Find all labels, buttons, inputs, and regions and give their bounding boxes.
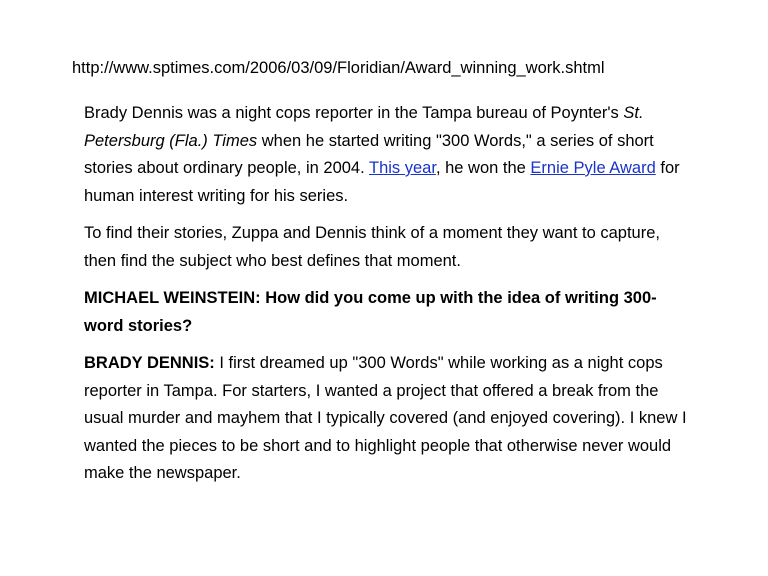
ernie-pyle-award-link[interactable]: Ernie Pyle Award (530, 159, 656, 177)
intro-text-3: , he won the (435, 159, 531, 177)
intro-text-2: when he started writing "300 Words," a series of short stories about ordinary people, in 2004. (84, 131, 654, 177)
interview-question: MICHAEL WEINSTEIN: How did you come up with the idea of writing 300-word stories? (84, 289, 657, 335)
intro-paragraph (84, 100, 694, 210)
source-url: http://www.sptimes.com/2006/03/09/Floridian/Award_winning_work.shtml (72, 59, 605, 77)
this-year-link[interactable]: This year (368, 159, 436, 177)
answer-speaker: BRADY DENNIS: (84, 354, 215, 372)
intro-text-1: Brady Dennis was a night cops reporter in the Tampa bureau of Poynter's (84, 104, 624, 122)
answer-text: I first dreamed up "300 Words" while working as a night cops reporter in Tampa. For starters, I wanted a project that offered a break from the usual murder and mayhem that I typically covered (and enjoyed covering). I knew I wanted the pieces to be short and to highlight people that otherwise never would make the newspaper. (84, 354, 687, 482)
intro-text-4: for human interest writing for his series. (84, 159, 680, 205)
second-paragraph: To find their stories, Zuppa and Dennis think of a moment they want to capture, then find the subject who best defines that moment. (84, 224, 660, 270)
article-body (84, 100, 694, 498)
interview-answer (84, 350, 694, 488)
publication-name: St. Petersburg (Fla.) Times (84, 104, 644, 150)
